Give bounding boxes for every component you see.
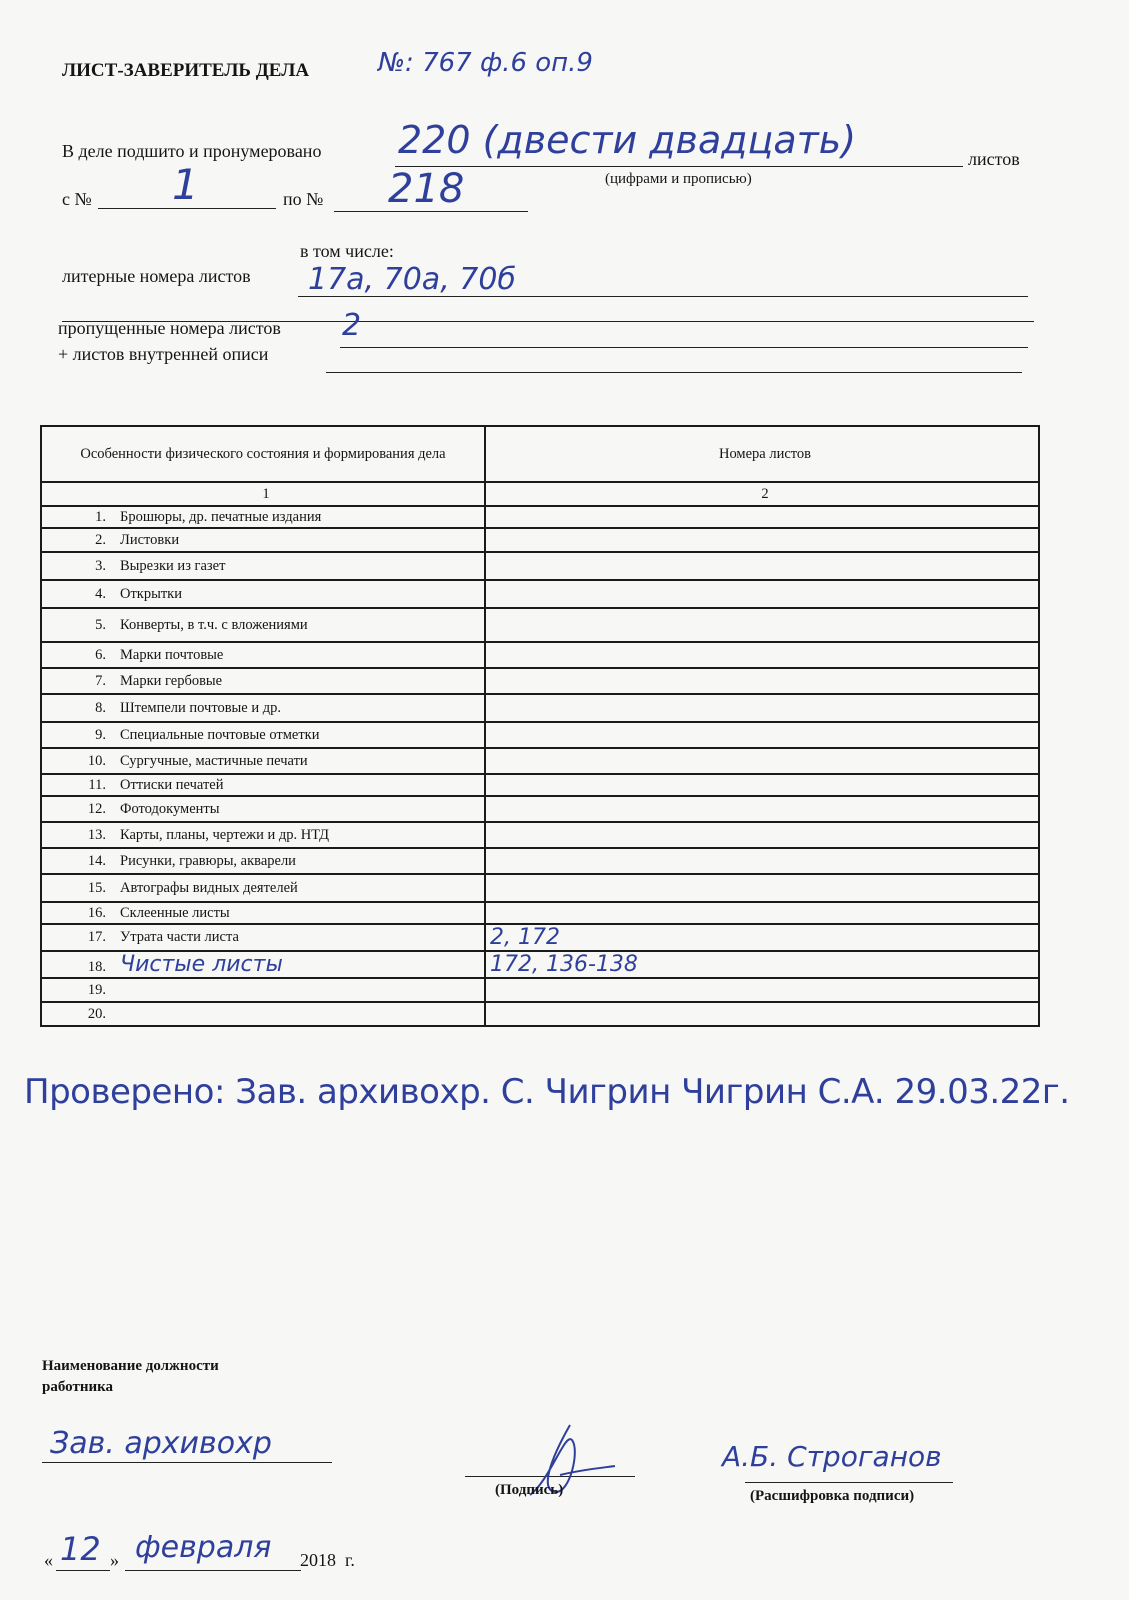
signature-decode-underline bbox=[745, 1482, 953, 1483]
row-number: 9. bbox=[95, 726, 106, 743]
signature-decode-label: (Расшифровка подписи) bbox=[750, 1488, 915, 1504]
row-label: Открытки bbox=[120, 585, 182, 602]
missing-sheets-underline bbox=[340, 347, 1028, 348]
row-sheet-numbers-cell bbox=[485, 774, 1039, 796]
row-label: Карты, планы, чертежи и др. НТД bbox=[120, 826, 330, 843]
row-label: Конверты, в т.ч. с вложениями bbox=[120, 616, 308, 633]
including-label: в том числе: bbox=[300, 241, 394, 261]
row-sheet-numbers-cell bbox=[485, 822, 1039, 848]
row-label: Штемпели почтовые и др. bbox=[120, 699, 282, 716]
date-close-quote: » bbox=[110, 1550, 119, 1570]
col1-header: Особенности физического состояния и формирования дела bbox=[41, 426, 485, 482]
row-feature-cell bbox=[41, 722, 485, 748]
table-colnum-row bbox=[41, 482, 1039, 506]
row-sheet-numbers-cell bbox=[485, 748, 1039, 774]
row-feature-cell bbox=[41, 951, 485, 978]
letter-sheets-label: литерные номера листов bbox=[62, 266, 251, 286]
table-row bbox=[41, 694, 1039, 722]
filed-unit: листов bbox=[968, 149, 1020, 169]
signature-decode-value: А.Б. Строганов bbox=[722, 1440, 942, 1473]
row-number: 11. bbox=[88, 776, 106, 793]
row-number: 17. bbox=[87, 929, 106, 945]
signature-label: (Подпись) bbox=[495, 1482, 564, 1498]
table-row bbox=[41, 1002, 1039, 1026]
date-day: 12 bbox=[60, 1530, 101, 1568]
row-sheet-numbers-cell bbox=[485, 902, 1039, 924]
row-feature-cell bbox=[41, 694, 485, 722]
row-number: 19. bbox=[87, 981, 106, 998]
row-sheet-numbers-cell bbox=[485, 951, 1039, 978]
date-open-quote: « bbox=[44, 1550, 53, 1570]
case-reference: №: 767 ф.6 оп.9 bbox=[378, 48, 593, 78]
table-body bbox=[41, 506, 1039, 1026]
row-sheet-numbers-cell bbox=[485, 978, 1039, 1002]
table-row bbox=[41, 668, 1039, 694]
filed-underline bbox=[395, 166, 963, 167]
row-feature-cell bbox=[41, 580, 485, 608]
table-row bbox=[41, 796, 1039, 822]
row-label: Сургучные, мастичные печати bbox=[120, 752, 308, 769]
row-sheet-numbers-cell bbox=[485, 552, 1039, 580]
row-number: 8. bbox=[95, 699, 106, 716]
row-number: 12. bbox=[87, 800, 106, 817]
row-feature-cell bbox=[41, 924, 485, 951]
row-feature-cell bbox=[41, 796, 485, 822]
table-row bbox=[41, 924, 1039, 951]
filed-value: 220 (двести двадцать) bbox=[398, 118, 857, 162]
col2-number: 2 bbox=[485, 482, 1039, 506]
row-feature-cell bbox=[41, 528, 485, 552]
row-label: Вырезки из газет bbox=[120, 557, 226, 574]
row-sheet-numbers-cell bbox=[485, 796, 1039, 822]
row-number: 3. bbox=[95, 557, 106, 574]
row-sheet-numbers-cell bbox=[485, 924, 1039, 951]
table-row bbox=[41, 642, 1039, 668]
position-underline bbox=[42, 1462, 332, 1463]
row-sheet-numbers-cell bbox=[485, 608, 1039, 642]
inner-inventory-underline bbox=[326, 372, 1022, 373]
row-feature-cell bbox=[41, 978, 485, 1002]
row-label: Склеенные листы bbox=[120, 904, 230, 921]
row-sheet-numbers-cell bbox=[485, 722, 1039, 748]
row-feature-cell bbox=[41, 506, 485, 528]
row-sheet-numbers-cell bbox=[485, 1002, 1039, 1026]
row-feature-cell bbox=[41, 608, 485, 642]
row-sheet-numbers-cell bbox=[485, 642, 1039, 668]
row-sheet-numbers-cell bbox=[485, 528, 1039, 552]
row-number: 20. bbox=[87, 1005, 106, 1022]
table-row bbox=[41, 822, 1039, 848]
missing-sheets-value: 2 bbox=[342, 308, 362, 343]
row-sheet-numbers-cell bbox=[485, 694, 1039, 722]
row-feature-cell bbox=[41, 822, 485, 848]
missing-sheets-label: пропущенные номера листов bbox=[58, 318, 281, 338]
range-from-label: с № bbox=[62, 189, 92, 209]
row-sheet-numbers-cell bbox=[485, 874, 1039, 902]
position-value: Зав. архивохр bbox=[50, 1426, 272, 1461]
row-sheet-numbers-cell bbox=[485, 848, 1039, 874]
filed-hint: (цифрами и прописью) bbox=[605, 171, 752, 187]
row-sheet-numbers-cell bbox=[485, 580, 1039, 608]
row-number: 10. bbox=[87, 752, 106, 769]
table-row bbox=[41, 552, 1039, 580]
row-sheet-numbers-cell bbox=[485, 668, 1039, 694]
row-feature-cell bbox=[41, 668, 485, 694]
row-feature-cell bbox=[41, 874, 485, 902]
row-feature-cell bbox=[41, 774, 485, 796]
row-sheet-numbers: 172, 136-138 bbox=[490, 952, 638, 977]
range-to-label: по № bbox=[283, 189, 324, 209]
table-row bbox=[41, 580, 1039, 608]
row-label: Рисунки, гравюры, акварели bbox=[120, 852, 296, 869]
row-number: 2. bbox=[95, 531, 106, 548]
row-number: 5. bbox=[95, 616, 106, 633]
row-label: Специальные почтовые отметки bbox=[120, 726, 320, 743]
row-number: 7. bbox=[95, 672, 106, 689]
row-number: 4. bbox=[95, 585, 106, 602]
row-feature-cell bbox=[41, 1002, 485, 1026]
row-feature-cell bbox=[41, 848, 485, 874]
date-day-underline bbox=[56, 1570, 110, 1571]
condition-table bbox=[40, 425, 1040, 1027]
table-row bbox=[41, 848, 1039, 874]
table-row bbox=[41, 774, 1039, 796]
filed-label: В деле подшито и пронумеровано bbox=[62, 141, 322, 161]
date-month: февраля bbox=[135, 1530, 272, 1565]
row-number: 14. bbox=[87, 852, 106, 869]
row-number: 18. bbox=[87, 959, 106, 975]
position-label: Наименование должности работника bbox=[42, 1358, 219, 1395]
inner-inventory-label: + листов внутренней описи bbox=[58, 344, 269, 364]
document-title: ЛИСТ-ЗАВЕРИТЕЛЬ ДЕЛА bbox=[62, 60, 310, 81]
row-number: 15. bbox=[87, 879, 106, 896]
row-label: Оттиски печатей bbox=[120, 776, 224, 793]
row-label: Утрата части листа bbox=[120, 929, 239, 945]
table-row bbox=[41, 874, 1039, 902]
range-from-value: 1 bbox=[172, 160, 199, 209]
verification-note: Проверено: Зав. архивохр. С. Чигрин Чигрин С.А. 29.03.22г. bbox=[24, 1072, 1070, 1112]
row-label: Листовки bbox=[120, 531, 180, 548]
range-to-value: 218 bbox=[388, 166, 465, 212]
table-row bbox=[41, 978, 1039, 1002]
row-feature-cell bbox=[41, 552, 485, 580]
row-number: 16. bbox=[87, 904, 106, 921]
table-row bbox=[41, 506, 1039, 528]
row-number: 6. bbox=[95, 646, 106, 663]
row-handwritten-label: Чистые листы bbox=[120, 952, 283, 977]
row-feature-cell bbox=[41, 748, 485, 774]
row-label: Автографы видных деятелей bbox=[120, 879, 298, 896]
table-row bbox=[41, 608, 1039, 642]
row-label: Фотодокументы bbox=[120, 800, 220, 817]
row-number: 13. bbox=[87, 826, 106, 843]
row-feature-cell bbox=[41, 642, 485, 668]
table-header-row bbox=[41, 426, 1039, 482]
date-month-underline bbox=[125, 1570, 301, 1571]
date-year: 2018 bbox=[300, 1550, 336, 1570]
table-row bbox=[41, 748, 1039, 774]
table-row bbox=[41, 722, 1039, 748]
row-label: Марки почтовые bbox=[120, 646, 224, 663]
letter-sheets-value: 17а, 70а, 70б bbox=[308, 262, 516, 297]
row-feature-cell bbox=[41, 902, 485, 924]
row-sheet-numbers: 2, 172 bbox=[490, 925, 560, 950]
col1-number: 1 bbox=[41, 482, 485, 506]
table-row bbox=[41, 951, 1039, 978]
table-row bbox=[41, 528, 1039, 552]
col2-header: Номера листов bbox=[485, 426, 1039, 482]
row-label: Брошюры, др. печатные издания bbox=[120, 508, 322, 525]
row-sheet-numbers-cell bbox=[485, 506, 1039, 528]
table-row bbox=[41, 902, 1039, 924]
date-suffix: г. bbox=[345, 1550, 355, 1570]
row-number: 1. bbox=[95, 508, 106, 525]
row-label: Марки гербовые bbox=[120, 672, 223, 689]
